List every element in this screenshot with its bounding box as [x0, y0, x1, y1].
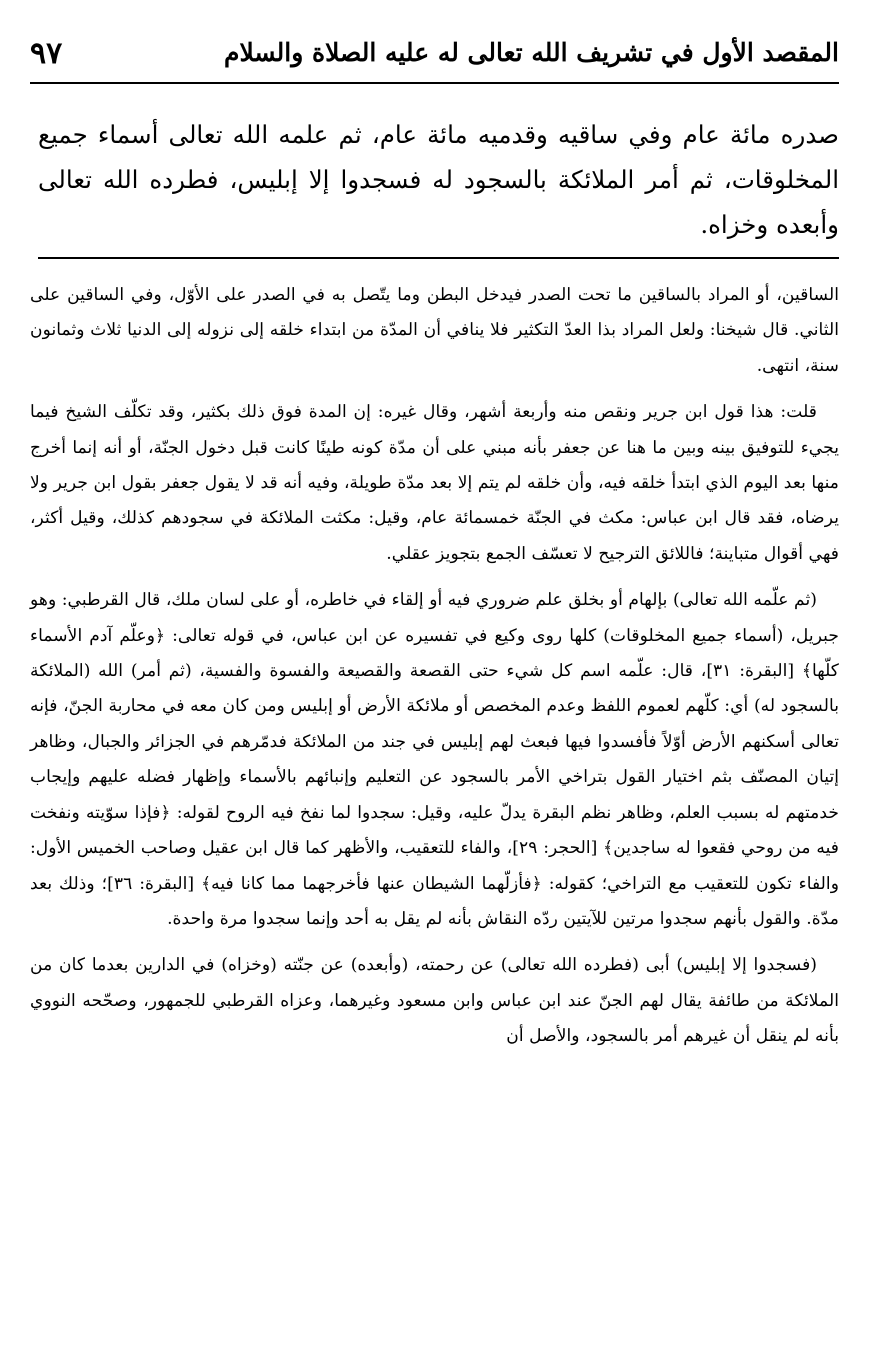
commentary-paragraph: الساقين، أو المراد بالساقين ما تحت الصدر فيدخل البطن وما يتّصل به في الصدر على الأوّل، وفي الساقين على الثاني. قال شيخنا: ولعل المراد بذا العدّ التكثير فلا ينافي أن المدّة من ابتداء خلقه إلى نزوله إلى الدنيا ثلاث وثمانون سنة، انتهى. — [30, 285, 839, 376]
commentary-paragraph: قلت: هذا قول ابن جرير ونقص منه وأربعة أشهر، وقال غيره: إن المدة فوق ذلك بكثير، وقد تكلّف الشيخ فيما يجيء للتوفيق بينه وبين ما هنا عن جعفر بأنه مبني على أن مدّة كونه طينًا كانت قبل دخول الجنّة، أو أنه إنما أخرج منها بعد اليوم الذي ابتدأ خلقه فيه، وأن خلقه لم يتم إلا بعد مدّة طويلة، وفيه أنه قد لا يقول جعفر بقول ابن جرير ولا يرضاه، فقد قال ابن عباس: مكث في الجنّة خمسمائة عام، وقيل: مكثت الملائكة في سجودهم كذلك، وقيل أكثر، فهي أقوال متباينة؛ فاللائق الترجيح لا تعسّف الجمع بتجويز عقلي. — [30, 402, 839, 564]
main-text-block: صدره مائة عام وفي ساقيه وقدميه مائة عام، ثم علمه الله تعالى أسماء جميع المخلوقات، ثم أمر الملائكة بالسجود له فسجدوا إلا إبليس، فطرده الله تعالى وأبعده وخزاه. — [38, 120, 839, 239]
commentary-paragraph: (ثم علّمه الله تعالى) بإلهام أو بخلق علم ضروري فيه أو إلقاء في خاطره، أو على لسان ملك، قال القرطبي: وهو جبريل، (أسماء جميع المخلوقات) كلها روى وكيع في تفسيره عن ابن عباس، في قوله تعالى: ﴿وعلّم آدم الأسماء كلّها﴾ [البقرة: ٣١]، قال: علّمه اسم كل شيء حتى القصعة والقصيعة والفسوة والفسية، (ثم أمر) الله (الملائكة بالسجود له) أي: كلّهم لعموم اللفظ وعدم المخصص أو ملائكة الأرض أو إبليس ومن كان معه في محاربة الجنّ، فإنه تعالى أسكنهم الأرض أوّلاً فأفسدوا فيها فبعث لهم إبليس في جند من الملائكة فدمّرهم في الجزائر والجبال، وظاهر إتيان المصنّف بثم اختيار القول بتراخي الأمر بالسجود عن التعليم وإنبائهم بالأسماء وإظهار فضله عليهم وإيجاب خدمتهم له بسبب العلم، وظاهر نظم البقرة يدلّ عليه، وقيل: سجدوا لما نفخ فيه الروح لقوله: ﴿فإذا سوّيته ونفخت فيه من روحي فقعوا له ساجدين﴾ [الحجر: ٢٩]، والفاء للتعقيب، والأظهر كما قال ابن عقيل وصاحب الخميس الأول: والفاء تكون للتعقيب مع التراخي؛ كقوله: ﴿فأزلّهما الشيطان عنها فأخرجهما مما كانا فيه﴾ [البقرة: ٣٦]؛ وذلك بعد مدّة. والقول بأنهم سجدوا مرتين للآيتين ردّه النقاش بأنه لم يقل به أحد وإنما سجدوا مرة واحدة. — [30, 590, 839, 929]
page-header — [30, 30, 839, 84]
page-number: ٩٧ — [30, 36, 63, 71]
commentary-paragraph: (فسجدوا إلا إبليس) أبى (فطرده الله تعالى) عن رحمته، (وأبعده) عن جنّته (وخزاه) في الدارين بعدما كان من الملائكة من طائفة يقال لهم الجنّ عند ابن عباس وابن مسعود وغيرهما، وعزاه القرطبي للجمهور، وصحّحه النووي بأنه لم ينقل أن غيرهم أمر بالسجود، والأصل أن — [30, 955, 839, 1047]
text-separator-line — [38, 257, 839, 259]
commentary-block — [30, 278, 839, 1066]
running-title: المقصد الأول في تشريف الله تعالى له عليه الصلاة والسلام — [223, 38, 839, 67]
